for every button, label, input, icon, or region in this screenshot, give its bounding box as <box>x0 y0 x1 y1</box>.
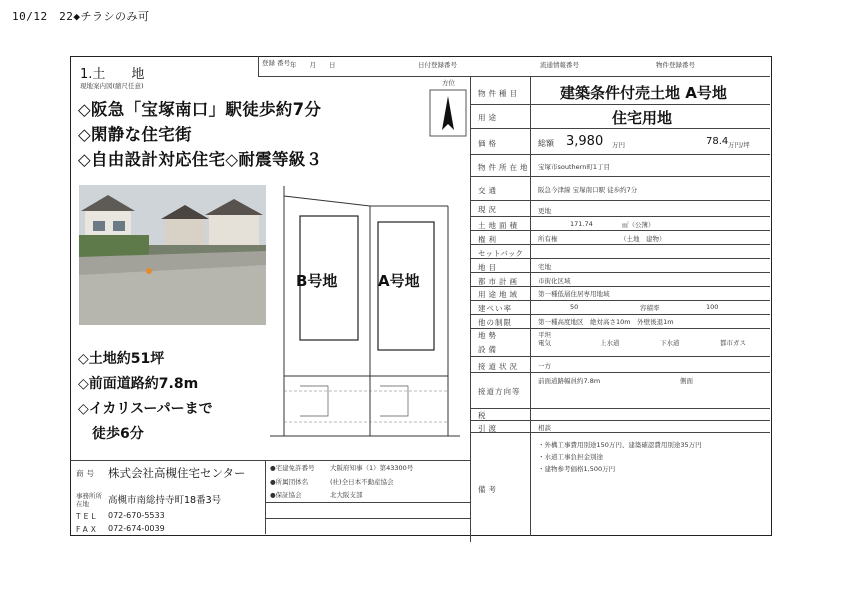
site-photo <box>79 185 266 325</box>
map-caption: 現地案内図(縮尺任意) <box>80 82 144 90</box>
company-label: 商号 <box>76 469 97 478</box>
facility-water: 上水道 <box>600 339 620 347</box>
other-value: 第一種高度地区 絶対高さ10m 外壁後退1m <box>538 318 674 326</box>
other-label: 他の制限 <box>478 318 512 327</box>
agent-top-line <box>70 460 470 461</box>
company-value: 株式会社高槻住宅センター <box>108 466 246 480</box>
tax-label: 税 <box>478 411 489 420</box>
agent-divider <box>265 460 266 534</box>
road-front: 前面道路幅員約7.8m <box>538 377 601 385</box>
location-value: 宝塚市southern町1丁目 <box>538 163 610 171</box>
agent-row-line <box>265 502 470 503</box>
status-value: 更地 <box>538 207 551 215</box>
feature-4: 徒歩6分 <box>78 426 144 442</box>
assoc-label: ●所属団体名 <box>270 478 309 486</box>
row-line <box>470 128 770 129</box>
road-label: 接道方向等 <box>478 387 521 396</box>
license-value: 大阪府知事（1）第43300号 <box>330 464 414 472</box>
label-column-line <box>530 76 531 536</box>
divider-vertical <box>470 76 471 542</box>
access-label: 接道状況 <box>478 362 520 371</box>
top-header-cell-5: 物件登録番号 <box>656 61 695 69</box>
setback-label: セットバック <box>478 249 523 258</box>
section-title: 1.土 地 <box>80 67 145 82</box>
agent-row-line <box>265 518 470 519</box>
transfer-value: 相談 <box>538 424 551 432</box>
top-header-cell-4: 流通情報番号 <box>540 61 579 69</box>
row-line <box>470 176 770 177</box>
facility-electric: 電気 <box>538 339 551 347</box>
row-line <box>470 356 770 357</box>
top-header-cell-3: 日付登録番号 <box>418 61 457 69</box>
type-value: 建築条件付売土地 A号地 <box>560 84 727 102</box>
feature-1: ◇土地約51坪 <box>78 351 165 367</box>
facility-gas: 都市ガス <box>720 339 746 347</box>
tel-value: 072-670-5533 <box>108 511 165 520</box>
row-line <box>470 432 770 433</box>
type-label: 物件種目 <box>478 89 520 98</box>
compass-icon <box>428 88 468 142</box>
transfer-label: 引渡 <box>478 424 499 433</box>
rights-label: 権利 <box>478 235 499 244</box>
headline-3: ◇自由設計対応住宅◇耐震等級３ <box>78 150 323 169</box>
usage-value: 住宅用地 <box>612 109 673 127</box>
compass-label: 方位 <box>442 79 455 87</box>
row-line <box>470 420 770 421</box>
terrain2-value: 平坦 <box>538 331 551 339</box>
feature-2: ◇前面道路約7.8m <box>78 376 199 392</box>
access-value: 一方 <box>538 362 551 370</box>
rights-note: （土地 建物） <box>620 235 666 243</box>
remark-2: ・水道工事負担金別途 <box>538 453 603 461</box>
rights-value: 所有権 <box>538 235 558 243</box>
location-label: 物件所在地 <box>478 163 531 172</box>
row-line <box>470 372 770 373</box>
divider-left <box>258 56 259 76</box>
fax-value: 072-674-0039 <box>108 524 165 533</box>
facilities-label: 設備 <box>478 345 499 354</box>
terrain-value: 宅地 <box>538 263 551 271</box>
price-label: 価格 <box>478 139 499 148</box>
price-unit: 万円 <box>612 141 625 149</box>
city-label: 都市計画 <box>478 277 520 286</box>
top-header-cell-1: 登録 番号 <box>262 59 291 67</box>
row-line <box>470 272 770 273</box>
lot-b-label: B号地 <box>296 272 338 290</box>
address-value: 高槻市南総持寺町18番3号 <box>108 495 222 506</box>
row-line <box>470 244 770 245</box>
zone-label: 用途地域 <box>478 290 520 299</box>
site-plan-drawing <box>270 186 460 444</box>
remark-1: ・外構工事費用別途150万円、建築確認費用別途35万円 <box>538 441 702 449</box>
traffic-label: 交通 <box>478 186 499 195</box>
city-value: 市街化区域 <box>538 277 571 285</box>
row-line <box>470 328 770 329</box>
tel-label: TEL <box>76 512 99 521</box>
row-line <box>470 300 770 301</box>
land-area-unit: ㎡（公簿） <box>622 221 655 229</box>
top-header-cell-2: 年 月 日 <box>290 61 336 69</box>
terrain2-label: 地勢 <box>478 331 499 340</box>
guarantee-value: 北大阪支部 <box>330 491 363 499</box>
land-area-label: 土地面積 <box>478 221 520 230</box>
site-photo-image <box>79 185 266 325</box>
headline-2: ◇閑静な住宅街 <box>78 125 192 144</box>
guarantee-label: ●保証協会 <box>270 491 302 499</box>
top-row-line <box>258 76 770 77</box>
lot-a-label: A号地 <box>378 272 420 290</box>
remark-3: ・建物参考価格1,500万円 <box>538 465 616 473</box>
assoc-value: (社)全日本不動産協会 <box>330 478 394 486</box>
row-line <box>470 216 770 217</box>
bcr-label: 建ぺい率 <box>478 304 512 313</box>
far-label: 容積率 <box>640 304 660 312</box>
far-value: 100 <box>706 303 719 311</box>
price-value: 3,980 <box>566 134 604 149</box>
license-label: ●宅建免許番号 <box>270 464 315 472</box>
land-area-value: 171.74 <box>570 220 593 228</box>
facility-sewer: 下水道 <box>660 339 680 347</box>
area-price-value: 78.4 <box>706 136 729 147</box>
usage-label: 用途 <box>478 113 499 122</box>
zone-value: 第一種低層住居専用地域 <box>538 290 610 298</box>
address-label: 事務所所在地 <box>76 492 102 508</box>
traffic-value: 阪急今津線 宝塚南口駅 徒歩約7分 <box>538 186 638 194</box>
row-line <box>470 314 770 315</box>
headline-1: ◇阪急「宝塚南口」駅徒歩約7分 <box>78 100 322 119</box>
status-label: 現況 <box>478 205 499 214</box>
row-line <box>470 200 770 201</box>
price-prefix: 総額 <box>538 139 554 148</box>
row-line <box>470 154 770 155</box>
fax-label: FAX <box>76 525 99 534</box>
area-price-unit: 万円/坪 <box>728 141 750 149</box>
row-line <box>470 408 770 409</box>
row-line <box>470 104 770 105</box>
remarks-label: 備考 <box>478 485 499 494</box>
road-side: 側面 <box>680 377 693 385</box>
site-plan <box>270 186 460 444</box>
bcr-value: 50 <box>570 303 579 311</box>
feature-3: ◇イカリスーパーまで <box>78 401 213 417</box>
terrain-label: 地目 <box>478 263 499 272</box>
fax-header: 10/12 22◆チラシのみ可 <box>12 10 150 23</box>
